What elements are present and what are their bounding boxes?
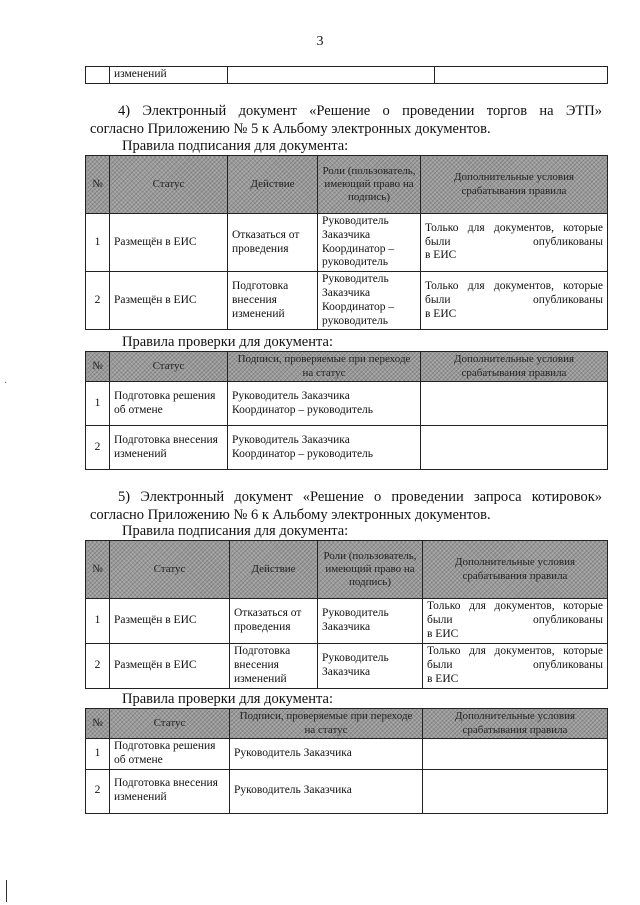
table-header-row — [86, 709, 608, 739]
role-line: Руководитель Заказчика — [322, 215, 389, 241]
table-header-row — [86, 541, 608, 599]
signatures-cell — [228, 426, 421, 470]
page-number: 3 — [316, 34, 324, 49]
column-header: № — [86, 541, 110, 599]
condition-cell — [423, 769, 608, 813]
condition-line: Только для документов, которые были опубликованы — [427, 600, 603, 627]
scan-margin-mark: · — [4, 378, 8, 389]
row-number: 2 — [86, 272, 110, 330]
action-cell: Подготовка внесения изменений — [230, 644, 318, 689]
role-line: Координатор – руководитель — [322, 242, 395, 269]
column-header: Роли (пользователь, имеющий право на подпись) — [318, 156, 421, 214]
roles-cell: Руководитель Заказчика — [318, 599, 423, 644]
condition-line: в ЕИС — [427, 627, 459, 640]
section5-signing-caption: Правила подписания для документа: — [122, 523, 349, 539]
condition-cell — [421, 214, 608, 272]
row-number: 2 — [86, 644, 110, 689]
column-header: Роли (пользователь, имеющий право на подпись) — [318, 541, 423, 599]
column-header: Статус — [110, 541, 230, 599]
condition-line: в ЕИС — [427, 672, 459, 685]
table-row — [86, 214, 608, 272]
condition-line: в ЕИС — [425, 249, 457, 262]
top-fragment-table — [85, 66, 608, 84]
condition-cell — [423, 644, 608, 689]
status-cell: Размещён в ЕИС — [110, 599, 230, 644]
column-header: Подписи, проверяемые при переходе на статус — [230, 709, 423, 739]
status-cell: Подготовка решения об отмене — [110, 739, 230, 770]
condition-cell — [423, 599, 608, 644]
condition-cell — [421, 382, 608, 426]
signatures-cell — [228, 382, 421, 426]
table-cell — [86, 67, 110, 84]
table-cell — [228, 67, 435, 84]
signature-line: Координатор – руководитель — [232, 403, 374, 416]
section4-check-table — [85, 351, 608, 470]
status-cell: Подготовка внесения изменений — [110, 769, 230, 813]
condition-cell — [421, 272, 608, 330]
signatures-cell: Руководитель Заказчика — [230, 739, 423, 770]
signature-line: Руководитель Заказчика — [232, 433, 350, 446]
table-header-row — [86, 156, 608, 214]
scan-edge-line — [6, 880, 7, 902]
table-row — [86, 739, 608, 770]
row-number: 2 — [86, 426, 110, 470]
column-header: № — [86, 352, 110, 382]
column-header: Дополнительные условия срабатывания правила — [423, 541, 608, 599]
signatures-cell: Руководитель Заказчика — [230, 769, 423, 813]
action-cell: Отказаться от проведения — [228, 214, 318, 272]
role-line: Руководитель Заказчика — [322, 273, 389, 299]
status-cell: Подготовка решения об отмене — [110, 382, 228, 426]
roles-cell — [318, 214, 421, 272]
condition-line: Только для документов, которые были опубликованы — [425, 280, 603, 306]
heading-line: согласно Приложению № 5 к Альбому электронных документов. — [90, 121, 491, 137]
table-row — [86, 67, 608, 84]
condition-line: Только для документов, которые были опубликованы — [427, 645, 603, 672]
table-row — [86, 599, 608, 644]
heading-line: согласно Приложению № 6 к Альбому электронных документов. — [90, 507, 491, 523]
column-header: Действие — [230, 541, 318, 599]
table-header-row — [86, 352, 608, 382]
column-header: Дополнительные условия срабатывания правила — [423, 709, 608, 739]
condition-line: Только для документов, которые были опубликованы — [425, 221, 603, 248]
signature-line: Координатор – руководитель — [232, 447, 374, 460]
column-header: Подписи, проверяемые при переходе на статус — [228, 352, 421, 382]
row-number: 1 — [86, 599, 110, 644]
status-cell: Размещён в ЕИС — [110, 272, 228, 330]
column-header: Статус — [110, 156, 228, 214]
section4-heading — [90, 102, 602, 138]
table-cell: изменений — [110, 67, 228, 84]
section4-signing-table — [85, 155, 608, 330]
table-row — [86, 644, 608, 689]
row-number: 1 — [86, 739, 110, 770]
role-line: Координатор – руководитель — [322, 300, 395, 327]
status-cell: Размещён в ЕИС — [110, 214, 228, 272]
row-number: 2 — [86, 769, 110, 813]
condition-cell — [421, 426, 608, 470]
condition-cell — [423, 739, 608, 770]
column-header: Статус — [110, 352, 228, 382]
roles-cell — [318, 272, 421, 330]
column-header: № — [86, 709, 110, 739]
section5-signing-table — [85, 540, 608, 689]
column-header: Дополнительные условия срабатывания правила — [421, 156, 608, 214]
column-header: Дополнительные условия срабатывания правила — [421, 352, 608, 382]
row-number: 1 — [86, 214, 110, 272]
action-cell: Отказаться от проведения — [230, 599, 318, 644]
section4-signing-caption: Правила подписания для документа: — [122, 138, 349, 154]
table-row — [86, 272, 608, 330]
section5-check-table — [85, 708, 608, 814]
column-header: Действие — [228, 156, 318, 214]
heading-line: 4) Электронный документ «Решение о проведении торгов на ЭТП» — [118, 103, 602, 119]
section5-heading — [90, 488, 602, 524]
section5-check-caption: Правила проверки для документа: — [122, 691, 333, 707]
table-row — [86, 426, 608, 470]
table-cell — [435, 67, 608, 84]
table-row — [86, 382, 608, 426]
roles-cell: Руководитель Заказчика — [318, 644, 423, 689]
status-cell: Размещён в ЕИС — [110, 644, 230, 689]
table-row — [86, 769, 608, 813]
row-number: 1 — [86, 382, 110, 426]
column-header: № — [86, 156, 110, 214]
action-cell: Подготовка внесения изменений — [228, 272, 318, 330]
status-cell: Подготовка внесения изменений — [110, 426, 228, 470]
heading-line: 5) Электронный документ «Решение о проведении запроса котировок» — [118, 489, 602, 505]
column-header: Статус — [110, 709, 230, 739]
signature-line: Руководитель Заказчика — [232, 389, 350, 402]
condition-line: в ЕИС — [425, 307, 457, 320]
section4-check-caption: Правила проверки для документа: — [122, 334, 333, 350]
